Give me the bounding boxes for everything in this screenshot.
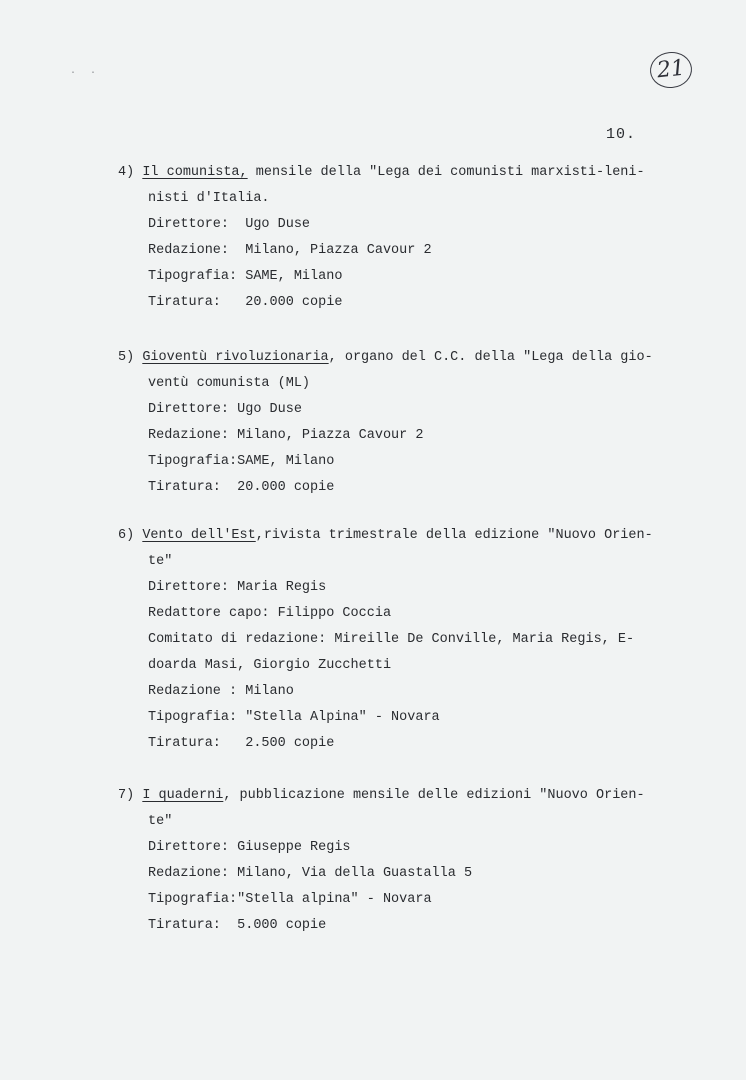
field-redazione: Redazione: Milano, Via della Guastalla 5 xyxy=(148,866,473,881)
publication-entry xyxy=(118,160,708,316)
scan-speck: ·· xyxy=(70,68,111,79)
entry-heading-line xyxy=(118,160,708,186)
page-number: 10. xyxy=(606,126,637,143)
entry-number: 4) xyxy=(118,165,135,180)
entry-title: Il comunista, xyxy=(142,165,248,180)
field-direttore: Direttore: Giuseppe Regis xyxy=(148,840,351,855)
entry-description: mensile della "Lega dei comunisti marxisti-leni- xyxy=(247,165,645,180)
entry-number: 6) xyxy=(118,528,135,543)
entry-title: Vento dell'Est xyxy=(142,528,256,543)
field-tiratura: Tiratura: 20.000 copie xyxy=(148,480,335,495)
entry-heading-line xyxy=(118,783,708,809)
publication-entry xyxy=(118,345,708,501)
field-direttore: Direttore: Ugo Duse xyxy=(148,217,311,232)
entry-description: ,rivista trimestrale della edizione "Nuovo Orien- xyxy=(255,528,653,543)
entry-description-cont: te" xyxy=(148,814,173,829)
field-comitato-redazione-cont: doarda Masi, Giorgio Zucchetti xyxy=(148,658,392,673)
field-comitato-redazione: Comitato di redazione: Mireille De Conville, Maria Regis, E- xyxy=(148,632,635,647)
field-redazione: Redazione: Milano, Piazza Cavour 2 xyxy=(148,428,424,443)
entry-title: I quaderni xyxy=(142,788,224,803)
publication-entry xyxy=(118,783,708,939)
entry-description-cont: ventù comunista (ML) xyxy=(148,376,311,391)
field-direttore: Direttore: Ugo Duse xyxy=(148,402,302,417)
page-stamp: 21 xyxy=(648,50,694,90)
field-tiratura: Tiratura: 5.000 copie xyxy=(148,918,327,933)
entry-number: 5) xyxy=(118,350,135,365)
field-tipografia: Tipografia:SAME, Milano xyxy=(148,454,335,469)
field-direttore: Direttore: Maria Regis xyxy=(148,580,327,595)
entry-heading-line xyxy=(118,345,708,371)
field-tipografia: Tipografia: SAME, Milano xyxy=(148,269,343,284)
field-tipografia: Tipografia:"Stella alpina" - Novara xyxy=(148,892,432,907)
entry-heading-line xyxy=(118,523,708,549)
field-tiratura: Tiratura: 20.000 copie xyxy=(148,295,343,310)
field-tiratura: Tiratura: 2.500 copie xyxy=(148,736,335,751)
field-redazione: Redazione : Milano xyxy=(148,684,294,699)
field-tipografia: Tipografia: "Stella Alpina" - Novara xyxy=(148,710,440,725)
entry-description: , pubblicazione mensile delle edizioni "Nuovo Orien- xyxy=(223,788,645,803)
publication-entry xyxy=(118,523,708,757)
entry-number: 7) xyxy=(118,788,135,803)
entry-title: Gioventù rivoluzionaria xyxy=(142,350,329,365)
entry-description-cont: te" xyxy=(148,554,173,569)
entry-description: , organo del C.C. della "Lega della gio- xyxy=(328,350,653,365)
field-redattore-capo: Redattore capo: Filippo Coccia xyxy=(148,606,392,621)
field-redazione: Redazione: Milano, Piazza Cavour 2 xyxy=(148,243,432,258)
entry-description-cont: nisti d'Italia. xyxy=(148,191,270,206)
